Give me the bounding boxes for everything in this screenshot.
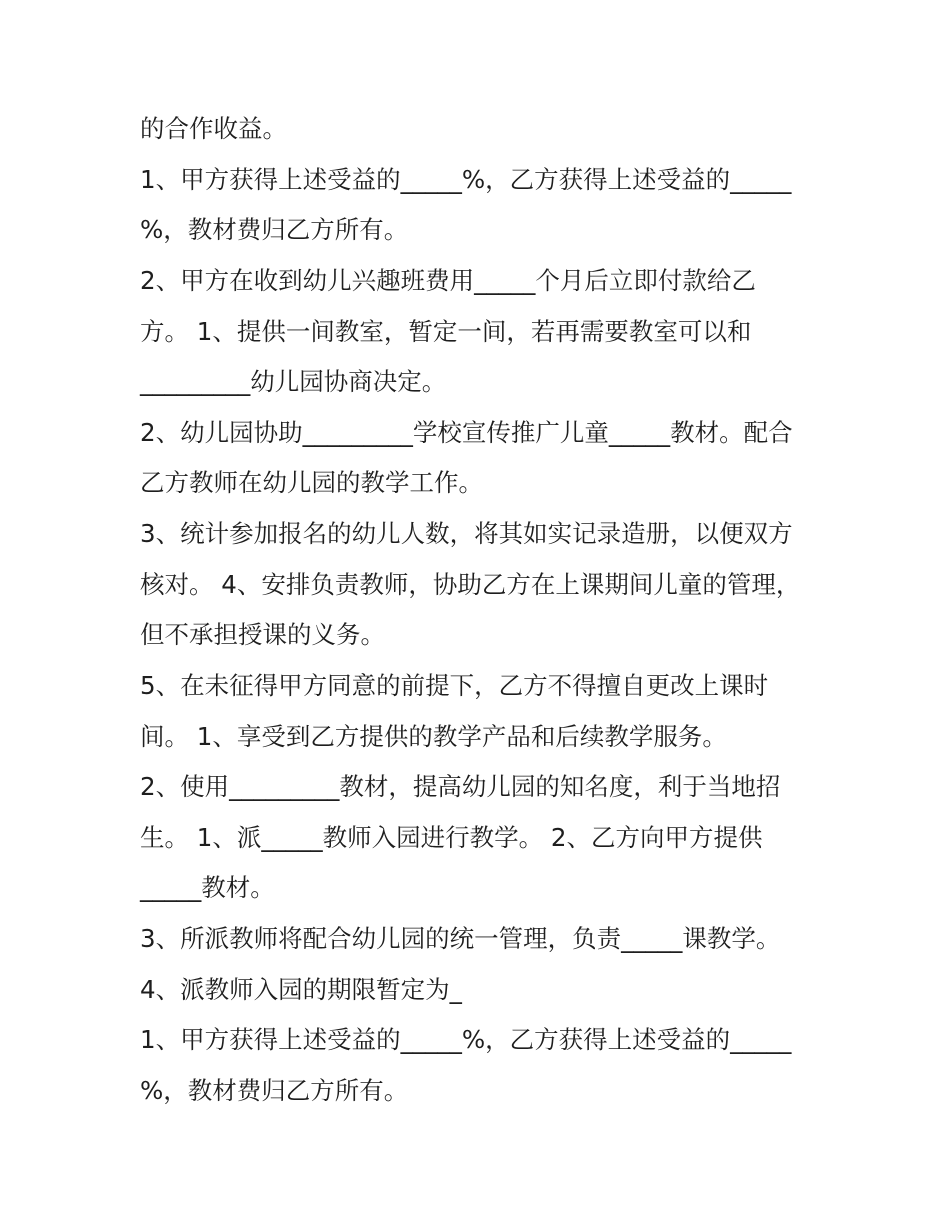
text-line: 乙方教师在幼儿园的教学工作。: [140, 468, 483, 497]
text-line: 方。 1、提供一间教室，暂定一间，若再需要教室可以和: [140, 317, 752, 346]
text-line: %，教材费归乙方所有。: [140, 215, 409, 244]
text-line: 5、在未征得甲方同意的前提下，乙方不得擅自更改上课时: [140, 671, 769, 700]
text-line: 1、甲方获得上述受益的_____%，乙方获得上述受益的_____: [140, 1025, 792, 1054]
text-line: _____教材。: [140, 873, 275, 902]
text-line: 2、使用_________教材，提高幼儿园的知名度，利于当地招: [140, 772, 781, 801]
text-line: 2、甲方在收到幼儿兴趣班费用_____个月后立即付款给乙: [140, 266, 756, 295]
text-line: 4、派教师入园的期限暂定为_: [140, 975, 462, 1004]
text-line: 3、统计参加报名的幼儿人数，将其如实记录造册，以便双方: [140, 519, 793, 548]
text-line: 生。 1、派_____教师入园进行教学。 2、乙方向甲方提供: [140, 823, 763, 852]
text-line: 但不承担授课的义务。: [140, 620, 385, 649]
text-line: 3、所派教师将配合幼儿园的统一管理，负责_____课教学。: [140, 924, 781, 953]
text-line: %，教材费归乙方所有。: [140, 1076, 409, 1105]
text-line: _________幼儿园协商决定。: [140, 367, 447, 396]
text-line: 2、幼儿园协助_________学校宣传推广儿童_____教材。配合: [140, 418, 793, 447]
text-line: 的合作收益。: [140, 114, 287, 143]
text-line: 间。 1、享受到乙方提供的教学产品和后续教学服务。: [140, 722, 727, 751]
text-line: 核对。 4、安排负责教师，协助乙方在上课期间儿童的管理，: [140, 570, 801, 599]
text-line: 1、甲方获得上述受益的_____%，乙方获得上述受益的_____: [140, 165, 792, 194]
